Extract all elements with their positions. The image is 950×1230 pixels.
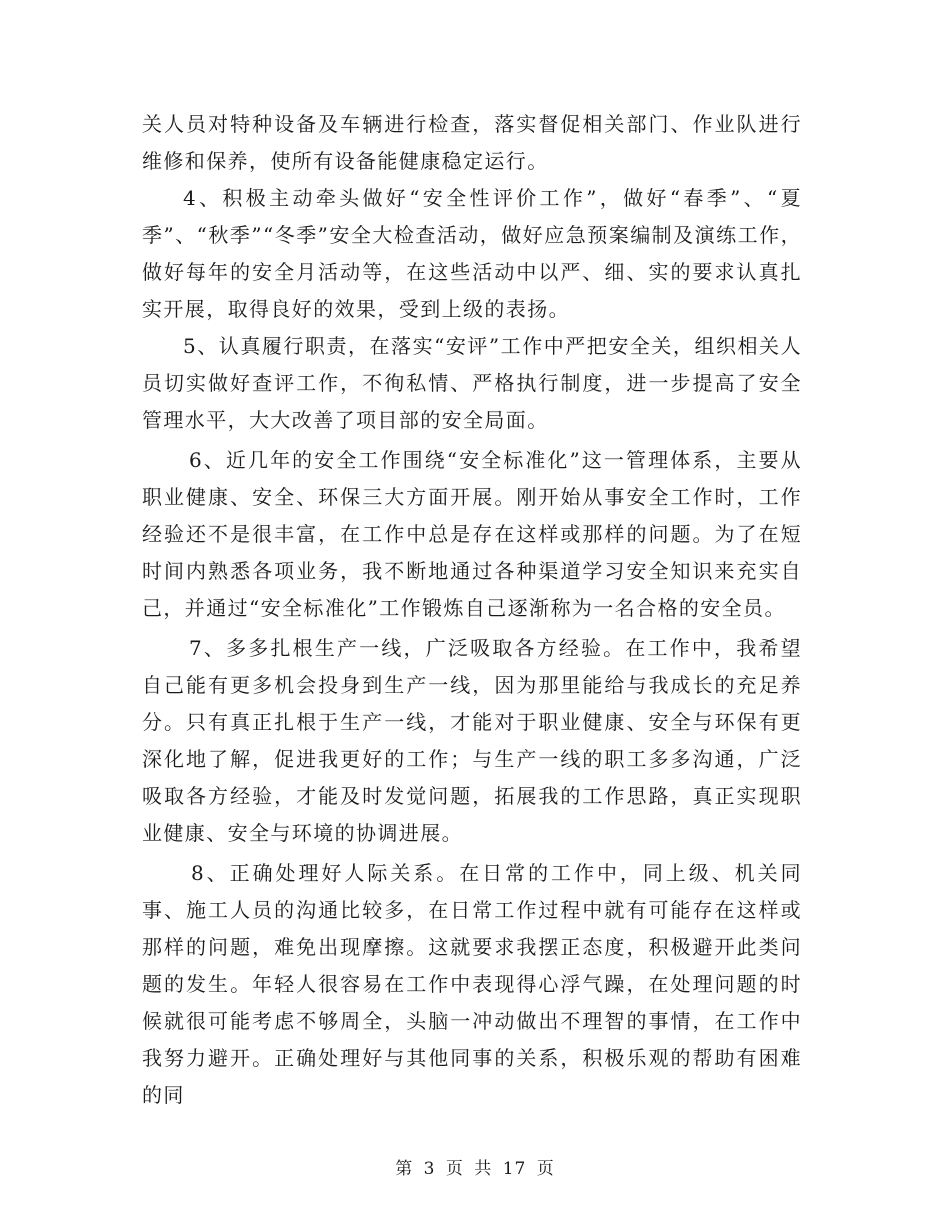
document-body xyxy=(142,106,802,1114)
footer-total-pages: 17 xyxy=(502,1159,527,1179)
paragraph-item-5: 5、认真履行职责，在落实“安评”工作中严把安全关，组织相关人员切实做好查评工作，不徇私情、严格执行制度，进一步提高了安全管理水平，大大改善了项目部的安全局面。 xyxy=(142,334,802,432)
footer-suffix: 页 xyxy=(536,1159,555,1179)
paragraph-item-8: 8、正确处理好人际关系。在日常的工作中，同上级、机关同事、施工人员的沟通比较多，在日常工作过程中就有可能存在这样或那样的问题，难免出现摩擦。这就要求我摆正态度，积极避开此类问题的发生。年轻人很容易在工作中表现得心浮气躁，在处理问题的时候就很可能考虑不够周全，头脑一冲动做出不理智的事情，在工作中我努力避开。正确处理好与其他同事的关系，积极乐观的帮助有困难的同 xyxy=(142,861,802,1107)
paragraph-continuation: 关人员对特种设备及车辆进行检查，落实督促相关部门、作业队进行维修和保养，使所有设备能健康稳定运行。 xyxy=(142,112,802,173)
paragraph-item-6: 6、近几年的安全工作围绕“安全标准化”这一管理体系，主要从职业健康、安全、环保三大方面开展。刚开始从事安全工作时，工作经验还不是很丰富，在工作中总是存在这样或那样的问题。为了在短时间内熟悉各项业务，我不断地通过各种渠道学习安全知识来充实自己，并通过“安全标准化”工作锻炼自己逐渐称为一名合格的安全员。 xyxy=(142,448,802,620)
footer-total-word: 共 xyxy=(474,1159,493,1179)
paragraph-item-7: 7、多多扎根生产一线，广泛吸取各方经验。在工作中，我希望自己能有更多机会投身到生产一线，因为那里能给与我成长的充足养分。只有真正扎根于生产一线，才能对于职业健康、安全与环保有更深化地了解，促进我更好的工作；与生产一线的职工多多沟通，广泛吸取各方经验，才能及时发觉问题，拓展我的工作思路，真正实现职业健康、安全与环境的协调进展。 xyxy=(142,636,802,845)
footer-page-word: 页 xyxy=(445,1159,464,1179)
footer-current-page: 3 xyxy=(423,1159,436,1179)
page-footer xyxy=(0,1154,950,1179)
footer-prefix: 第 xyxy=(395,1159,414,1179)
paragraph-item-4: 4、积极主动牵头做好“安全性评价工作”，做好“春季”、“夏季”、“秋季”“冬季”安全大检查活动，做好应急预案编制及演练工作，做好每年的安全月活动等，在这些活动中以严、细、实的要求认真扎实开展，取得良好的效果，受到上级的表扬。 xyxy=(142,186,802,321)
